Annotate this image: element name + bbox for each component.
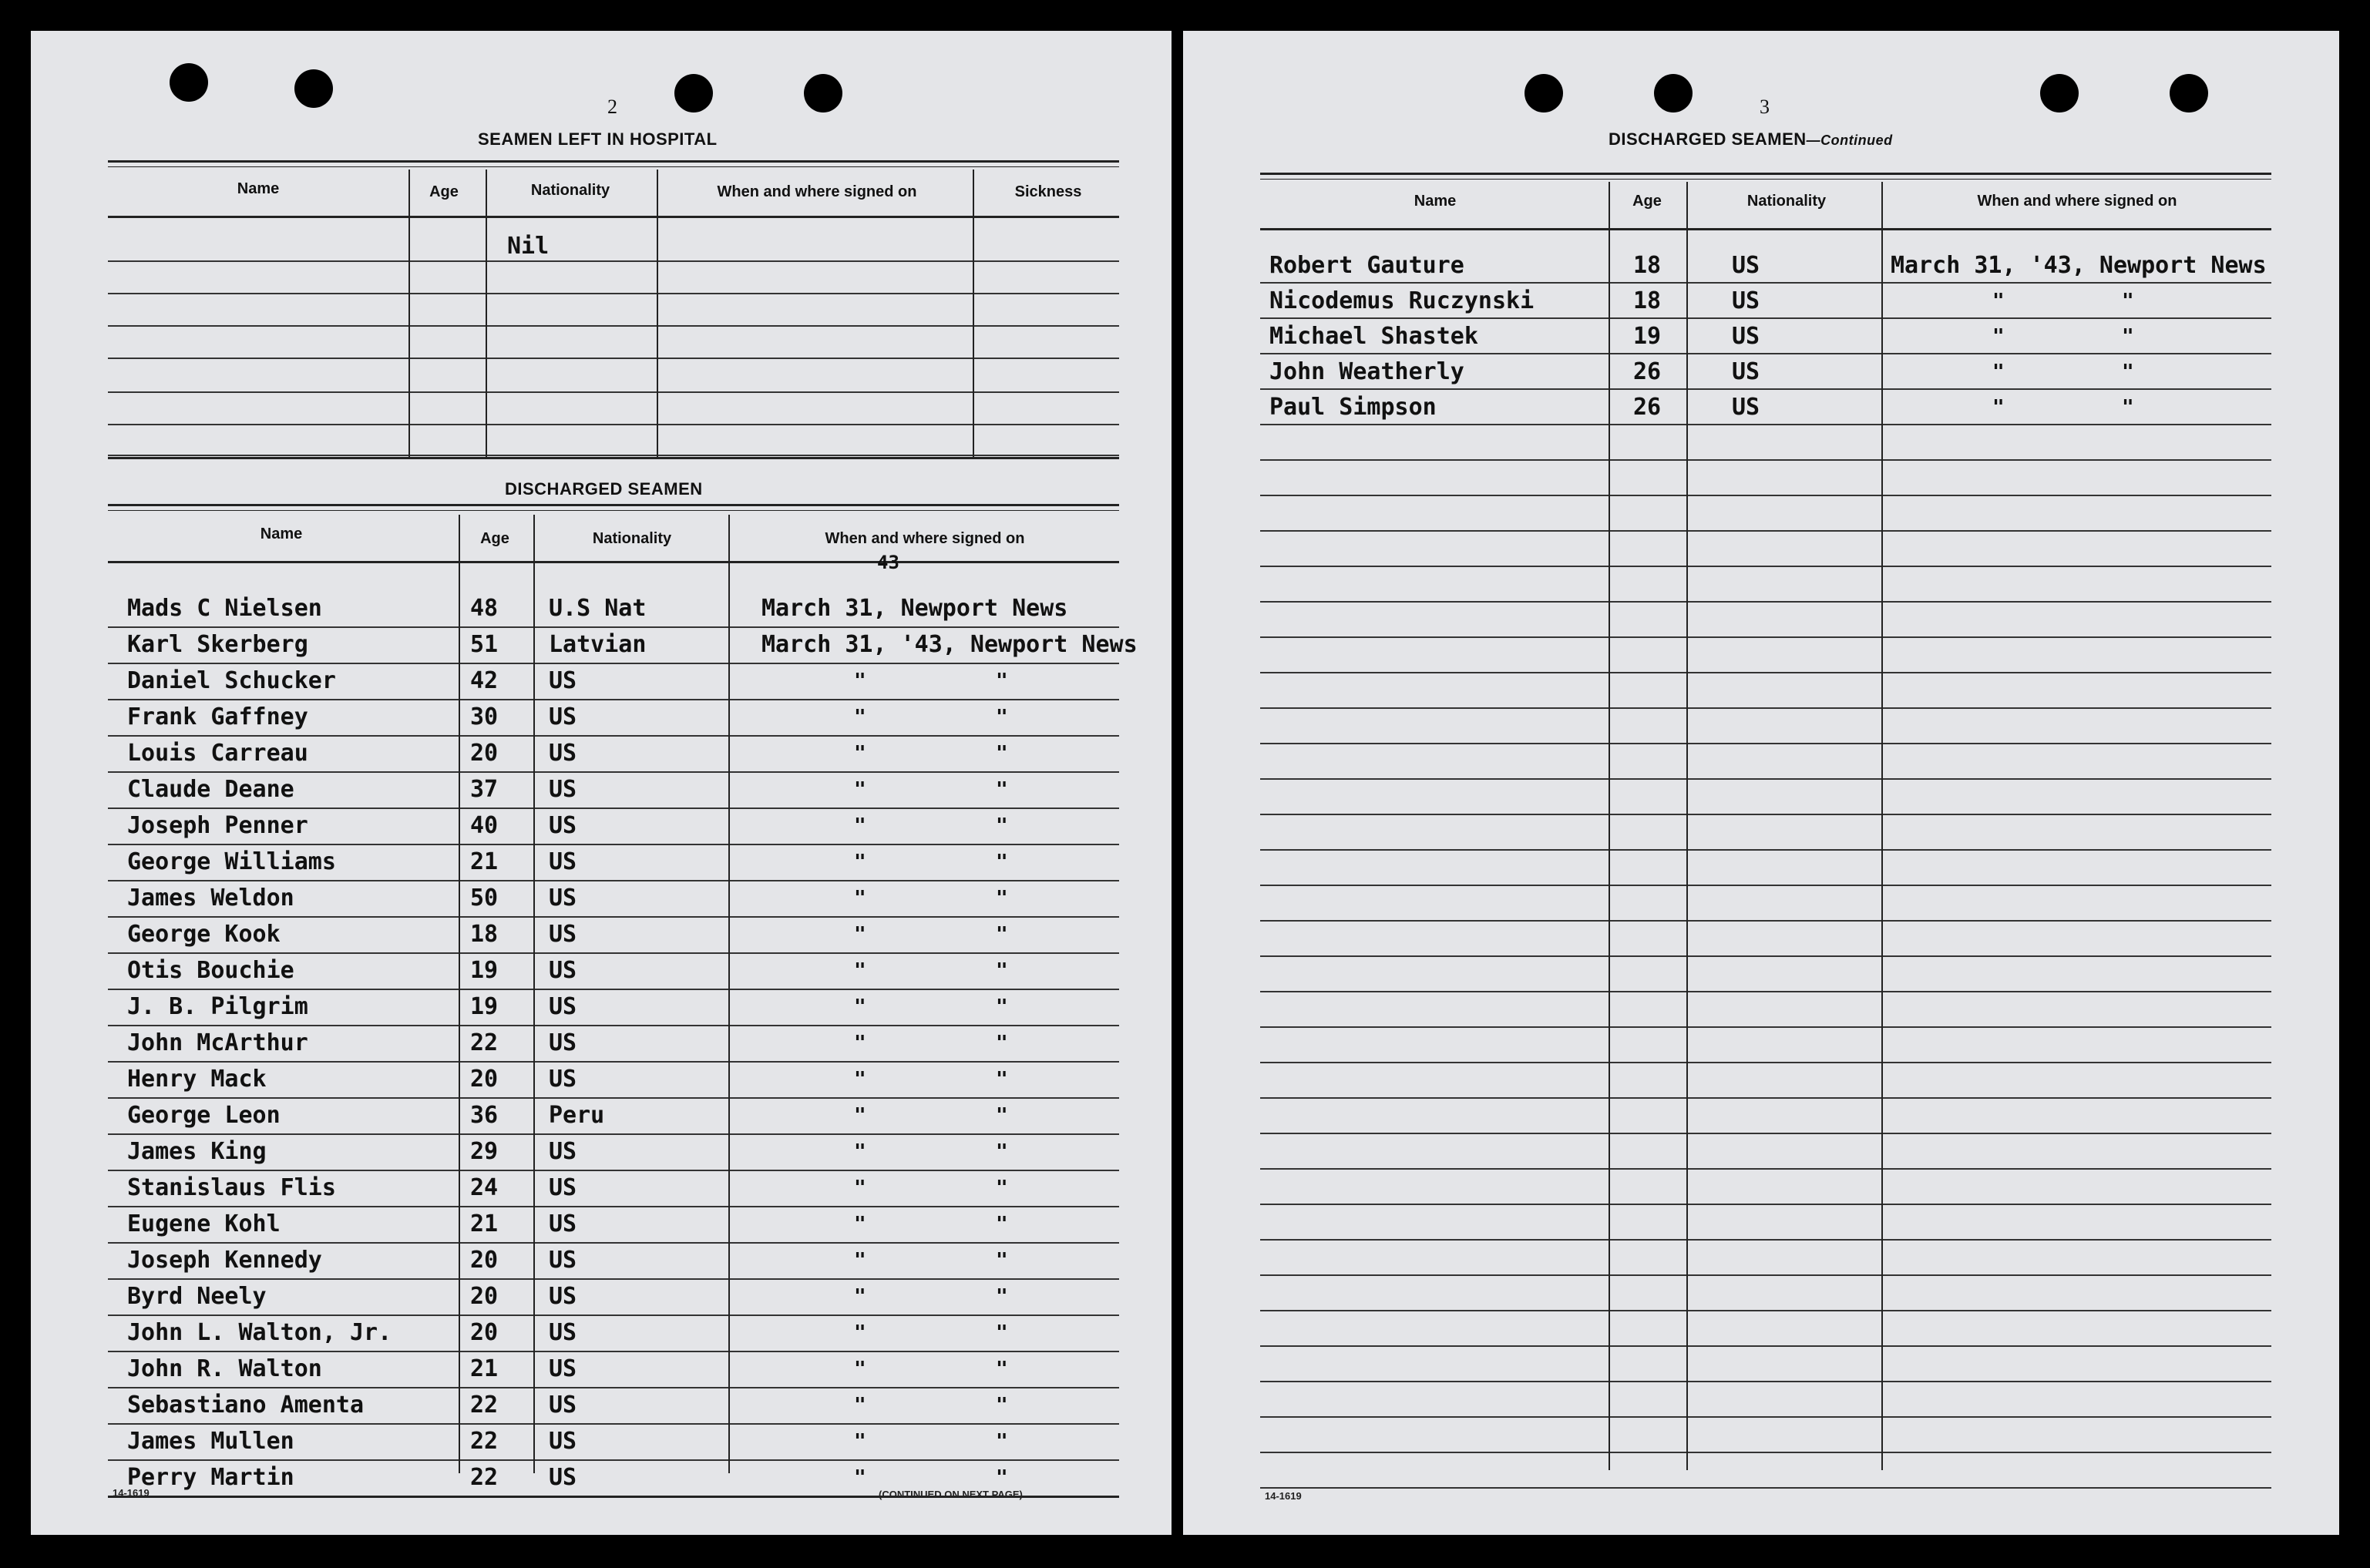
ditto-mark: ": [996, 1104, 1008, 1127]
seaman-age: 50: [470, 885, 499, 912]
seaman-name: John McArthur: [127, 1029, 308, 1056]
seaman-age: 19: [470, 957, 499, 984]
column-header: When and where signed on: [825, 530, 1025, 547]
seaman-name: James King: [127, 1138, 267, 1165]
seaman-name: George Kook: [127, 921, 281, 948]
seaman-age: 36: [470, 1102, 499, 1129]
discharged-section-title: DISCHARGED SEAMEN: [505, 479, 703, 499]
seaman-name: Sebastiano Amenta: [127, 1392, 365, 1419]
seaman-age: 20: [470, 1283, 499, 1310]
ditto-mark: ": [1992, 290, 2005, 313]
seaman-age: 22: [470, 1392, 499, 1419]
seaman-age: 26: [1633, 358, 1662, 385]
hospital-table: [31, 31, 1172, 493]
seaman-age: 20: [470, 740, 499, 767]
seaman-name: Mads C Nielsen: [127, 595, 322, 622]
seaman-name: Joseph Kennedy: [127, 1247, 322, 1274]
ditto-mark: ": [996, 887, 1008, 910]
form-number: 14-1619: [1265, 1490, 1302, 1502]
seaman-name: John R. Walton: [127, 1355, 322, 1382]
seaman-name: Perry Martin: [127, 1464, 294, 1491]
ditto-mark: ": [996, 778, 1008, 801]
seaman-nationality: Latvian: [549, 631, 647, 658]
ditto-mark: ": [1992, 361, 2005, 384]
seaman-name: Daniel Schucker: [127, 667, 336, 694]
ditto-mark: ": [854, 1321, 866, 1345]
form-number: 14-1619: [113, 1487, 150, 1499]
ditto-mark: ": [854, 814, 866, 838]
seaman-nationality: US: [549, 1319, 577, 1346]
ditto-mark: ": [996, 1321, 1008, 1345]
ditto-mark: ": [854, 670, 866, 693]
seaman-age: 26: [1633, 394, 1662, 421]
ditto-mark: ": [996, 996, 1008, 1019]
ditto-mark: ": [854, 1358, 866, 1381]
ditto-mark: ": [854, 1430, 866, 1453]
column-header: Age: [480, 530, 509, 547]
seaman-nationality: US: [549, 1029, 577, 1056]
ditto-mark: ": [996, 959, 1008, 982]
punch-hole: [1525, 74, 1563, 112]
column-header: When and where signed on: [1977, 193, 2177, 210]
ditto-mark: ": [854, 706, 866, 729]
ditto-mark: ": [2122, 290, 2134, 313]
ditto-mark: ": [996, 1140, 1008, 1163]
seaman-nationality: US: [1732, 252, 1760, 279]
seaman-nationality: US: [1732, 394, 1760, 421]
column-header: Age: [429, 183, 459, 200]
seaman-age: 22: [470, 1464, 499, 1491]
seaman-age: 21: [470, 1210, 499, 1237]
seaman-nationality: US: [549, 1355, 577, 1382]
seaman-age: 19: [1633, 323, 1662, 350]
column-header: Name: [1414, 193, 1457, 210]
column-header: Nationality: [1746, 193, 1827, 210]
seaman-age: 20: [470, 1066, 499, 1093]
seaman-name: George Williams: [127, 848, 336, 875]
seaman-name: Otis Bouchie: [127, 957, 294, 984]
seaman-nationality: US: [549, 885, 577, 912]
seaman-nationality: US: [1732, 358, 1760, 385]
ditto-mark: ": [996, 1213, 1008, 1236]
column-header: Sickness: [1014, 183, 1082, 200]
seaman-age: 18: [470, 921, 499, 948]
column-header: When and where signed on: [717, 183, 917, 200]
right-page: [1183, 31, 2339, 1535]
seaman-age: 24: [470, 1174, 499, 1201]
ditto-mark: ": [854, 1032, 866, 1055]
ditto-mark: ": [854, 1213, 866, 1236]
seaman-nationality: US: [549, 667, 577, 694]
ditto-mark: ": [854, 1466, 866, 1489]
seaman-name: John Weatherly: [1269, 358, 1464, 385]
ditto-mark: ": [854, 1285, 866, 1308]
seaman-nationality: US: [549, 776, 577, 803]
seaman-name: J. B. Pilgrim: [127, 993, 308, 1020]
seaman-nationality: Peru: [549, 1102, 605, 1129]
seaman-nationality: US: [549, 812, 577, 839]
seaman-nationality: US: [549, 848, 577, 875]
seaman-nationality: US: [1732, 323, 1760, 350]
seaman-nationality: US: [549, 1247, 577, 1274]
ditto-mark: ": [854, 923, 866, 946]
seaman-age: 42: [470, 667, 499, 694]
seaman-name: Byrd Neely: [127, 1283, 267, 1310]
signed-on: March 31, Newport News: [761, 595, 1068, 622]
seaman-name: George Leon: [127, 1102, 281, 1129]
column-header: Name: [237, 180, 280, 197]
hospital-entry: Nil: [507, 233, 550, 260]
left-page: [31, 31, 1172, 1535]
seaman-age: 37: [470, 776, 499, 803]
ditto-mark: ": [2122, 396, 2134, 419]
date-overwrite: 43: [877, 552, 899, 573]
column-header: Nationality: [530, 182, 610, 199]
ditto-mark: ": [854, 778, 866, 801]
page-number: 3: [1760, 96, 1770, 118]
seaman-age: 21: [470, 1355, 499, 1382]
seaman-age: 30: [470, 703, 499, 730]
signed-on: March 31, '43, Newport News: [761, 631, 1138, 658]
ditto-mark: ": [996, 706, 1008, 729]
ditto-mark: ": [854, 1140, 866, 1163]
ditto-mark: ": [854, 1249, 866, 1272]
ditto-mark: ": [2122, 361, 2134, 384]
ditto-mark: ": [996, 1394, 1008, 1417]
column-header: Age: [1632, 193, 1662, 210]
seaman-nationality: US: [549, 993, 577, 1020]
seaman-age: 40: [470, 812, 499, 839]
seaman-age: 21: [470, 848, 499, 875]
ditto-mark: ": [854, 851, 866, 874]
seaman-nationality: US: [549, 1138, 577, 1165]
seaman-age: 51: [470, 631, 499, 658]
punch-hole: [2040, 74, 2079, 112]
seaman-nationality: US: [549, 740, 577, 767]
seaman-name: Karl Skerberg: [127, 631, 308, 658]
seaman-name: Nicodemus Ruczynski: [1269, 287, 1535, 314]
ditto-mark: ": [854, 1177, 866, 1200]
seaman-name: Frank Gaffney: [127, 703, 308, 730]
ditto-mark: ": [854, 996, 866, 1019]
ditto-mark: ": [996, 851, 1008, 874]
seaman-age: 18: [1633, 287, 1662, 314]
seaman-name: Robert Gauture: [1269, 252, 1464, 279]
seaman-name: James Weldon: [127, 885, 294, 912]
seaman-nationality: US: [549, 1428, 577, 1455]
seaman-nationality: US: [549, 1464, 577, 1491]
column-header: Nationality: [592, 530, 672, 547]
ditto-mark: ": [996, 1068, 1008, 1091]
column-header: Name: [260, 525, 303, 542]
ditto-mark: ": [854, 887, 866, 910]
punch-hole: [1654, 74, 1693, 112]
seaman-nationality: US: [549, 1283, 577, 1310]
section-title: DISCHARGED SEAMEN—Continued: [1609, 129, 1893, 149]
seaman-nationality: US: [549, 703, 577, 730]
hospital-section-title: SEAMEN LEFT IN HOSPITAL: [478, 129, 718, 149]
seaman-nationality: US: [1732, 287, 1760, 314]
seaman-name: Michael Shastek: [1269, 323, 1478, 350]
seaman-name: Eugene Kohl: [127, 1210, 281, 1237]
seaman-nationality: US: [549, 1066, 577, 1093]
signed-on: March 31, '43, Newport News: [1891, 252, 2267, 279]
ditto-mark: ": [996, 1466, 1008, 1489]
seaman-name: Louis Carreau: [127, 740, 308, 767]
seaman-name: James Mullen: [127, 1428, 294, 1455]
seaman-age: 48: [470, 595, 499, 622]
page-number: 2: [607, 96, 617, 118]
seaman-age: 20: [470, 1247, 499, 1274]
ditto-mark: ": [1992, 396, 2005, 419]
seaman-age: 19: [470, 993, 499, 1020]
ditto-mark: ": [996, 742, 1008, 765]
seaman-nationality: US: [549, 957, 577, 984]
ditto-mark: ": [1992, 325, 2005, 348]
seaman-name: John L. Walton, Jr.: [127, 1319, 392, 1346]
seaman-age: 20: [470, 1319, 499, 1346]
seaman-nationality: U.S Nat: [549, 595, 647, 622]
seaman-name: Joseph Penner: [127, 812, 308, 839]
seaman-age: 22: [470, 1029, 499, 1056]
continued-note: (CONTINUED ON NEXT PAGE): [879, 1489, 1023, 1500]
ditto-mark: ": [996, 1032, 1008, 1055]
ditto-mark: ": [996, 670, 1008, 693]
seaman-name: Paul Simpson: [1269, 394, 1437, 421]
seaman-nationality: US: [549, 921, 577, 948]
seaman-nationality: US: [549, 1210, 577, 1237]
seaman-name: Henry Mack: [127, 1066, 267, 1093]
seaman-name: Stanislaus Flis: [127, 1174, 336, 1201]
ditto-mark: ": [996, 814, 1008, 838]
ditto-mark: ": [996, 1430, 1008, 1453]
ditto-mark: ": [996, 923, 1008, 946]
seaman-nationality: US: [549, 1174, 577, 1201]
seaman-age: 29: [470, 1138, 499, 1165]
ditto-mark: ": [854, 742, 866, 765]
ditto-mark: ": [854, 1394, 866, 1417]
ditto-mark: ": [996, 1285, 1008, 1308]
ditto-mark: ": [854, 959, 866, 982]
seaman-nationality: US: [549, 1392, 577, 1419]
ditto-mark: ": [854, 1068, 866, 1091]
ditto-mark: ": [996, 1249, 1008, 1272]
seaman-age: 22: [470, 1428, 499, 1455]
seaman-name: Claude Deane: [127, 776, 294, 803]
ditto-mark: ": [996, 1358, 1008, 1381]
punch-hole: [2170, 74, 2208, 112]
ditto-mark: ": [2122, 325, 2134, 348]
ditto-mark: ": [854, 1104, 866, 1127]
seaman-age: 18: [1633, 252, 1662, 279]
ditto-mark: ": [996, 1177, 1008, 1200]
